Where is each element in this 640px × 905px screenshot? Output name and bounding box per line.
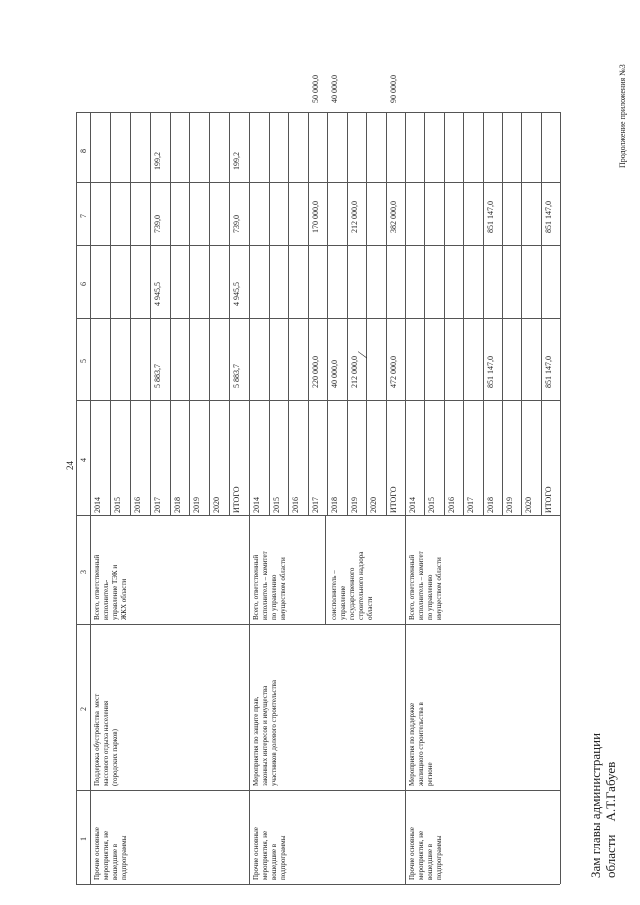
year-row-divider [130,112,131,515]
executor-divider [310,624,311,625]
year-label: 2014 [252,497,261,513]
value-cell: 170 000,0 [310,201,320,233]
column-divider [76,515,560,516]
executor-text: Всего, ответственный исполнитель – комитет по управлению имуществом области [408,551,443,620]
total-label: ИТОГО [543,486,553,513]
measure-category: Прочие основные мероприятия, не вошедшие в подпрограммы [408,827,443,880]
year-label: 2015 [427,497,437,513]
value-cell: 212 000,0 [349,356,359,388]
year-label: 2018 [172,497,182,513]
column-divider [76,790,560,791]
total-label: ИТОГО [388,486,398,513]
year-label: 2017 [152,497,162,513]
executor-text: Всего, ответственный исполнитель – комитет по управлению имуществом области [252,551,287,620]
coexecutor-text: соисполнитель – управление государственного строительного надзора области [330,551,374,620]
column-header-number: 2 [79,707,88,711]
year-row-divider [308,112,309,515]
value-cell: 739,0 [152,215,162,233]
year-row-divider [366,112,367,515]
value-cell: 4 945,5 [152,282,162,306]
value-cell: 40 000,0 [330,360,339,388]
signature-name: области А.Т.Габуев [603,761,618,878]
block-divider [560,112,561,884]
value-cell: 5 883,7 [152,364,162,388]
column-header-number: 3 [79,569,88,574]
page-number: 24 [65,461,75,470]
column-divider [76,400,560,401]
column-header-number: 7 [79,213,88,218]
year-label: 2019 [192,497,202,513]
year-label: 2015 [271,497,281,513]
block-divider [249,112,250,884]
measure-name: Мероприятия по защите прав, законных интересов и имущества участников долевого строительства [252,680,278,786]
year-row-divider [189,112,190,515]
table-border [76,112,77,884]
year-row-divider [229,112,230,515]
year-row-divider [150,112,151,515]
measure-category: Прочие основные мероприятия, не вошедшие в подпрограммы [93,827,128,880]
column-header-number: 8 [79,148,88,153]
year-row-divider [541,112,542,515]
value-cell: 851 147,0 [485,356,495,388]
appendix-note: Продолжение приложения №3 [618,64,627,168]
measure-name: Мероприятия по поддержке жилищного строительства в регионе [408,702,434,786]
measure-name: Поддержка обустройства мест массового отдыха населения (городских парков) [93,693,119,786]
value-cell: 199,2 [232,152,242,170]
measure-category: Прочие основные мероприятия, не вошедшие в подпрограммы [252,827,287,880]
value-cell: 4 945,5 [232,282,242,306]
column-divider [76,624,560,625]
value-cell: 90 000,0 [388,75,398,103]
year-label: 2014 [408,497,417,513]
year-row-divider [110,112,111,515]
year-row-divider [424,112,425,515]
value-cell: 739,0 [232,215,242,233]
year-label: 2015 [112,497,122,513]
year-row-divider [209,112,210,515]
year-label: 2016 [446,497,456,513]
value-cell: 851 147,0 [485,201,495,233]
year-row-divider [288,112,289,515]
table-border [76,884,560,885]
column-header-number: 1 [79,837,88,841]
header-row-divider [90,112,91,884]
year-row-divider [463,112,464,515]
year-label: 2017 [466,497,476,513]
value-cell: 472 000,0 [388,356,398,388]
total-label: ИТОГО [232,486,242,513]
executor-divider [325,515,326,624]
year-row-divider [347,112,348,515]
year-label: 2020 [369,497,378,513]
column-header-number: 5 [79,359,88,363]
value-cell: 50 000,0 [310,75,320,103]
year-label: 2020 [524,497,534,513]
block-divider [405,112,406,884]
year-label: 2014 [93,497,102,513]
year-row-divider [521,112,522,515]
year-row-divider [269,112,270,515]
value-cell: 5 883,7 [232,364,242,388]
year-row-divider [327,112,328,515]
year-label: 2019 [349,497,359,513]
year-label: 2018 [485,497,495,513]
year-row-divider [170,112,171,515]
table-border [76,112,560,113]
column-divider [76,182,560,183]
value-cell: 851 147,0 [543,356,553,388]
year-label: 2019 [504,497,514,513]
year-row-divider [444,112,445,515]
value-cell: 40 000,0 [330,75,339,103]
handwritten-mark: ⁄ [356,353,371,356]
value-cell: 382 000,0 [388,201,398,233]
year-row-divider [502,112,503,515]
signature-title: Зам главы администрации [588,732,603,878]
year-label: 2017 [310,497,320,513]
column-header-number: 6 [79,281,88,286]
year-label: 2020 [212,497,222,513]
year-row-divider [386,112,387,515]
year-row-divider [483,112,484,515]
column-header-number: 4 [79,457,88,462]
value-cell: 220 000,0 [310,356,320,388]
year-label: 2016 [132,497,142,513]
value-cell: 199,2 [152,152,162,170]
column-divider [76,245,560,246]
year-label: 2016 [291,497,300,513]
executor-text: Всего, ответственный исполнитель- управление ТЭК и ЖКХ области [93,554,128,620]
value-cell: 851 147,0 [543,201,553,233]
value-cell: 212 000,0 [349,201,359,233]
year-label: 2018 [330,497,339,513]
column-divider [76,318,560,319]
